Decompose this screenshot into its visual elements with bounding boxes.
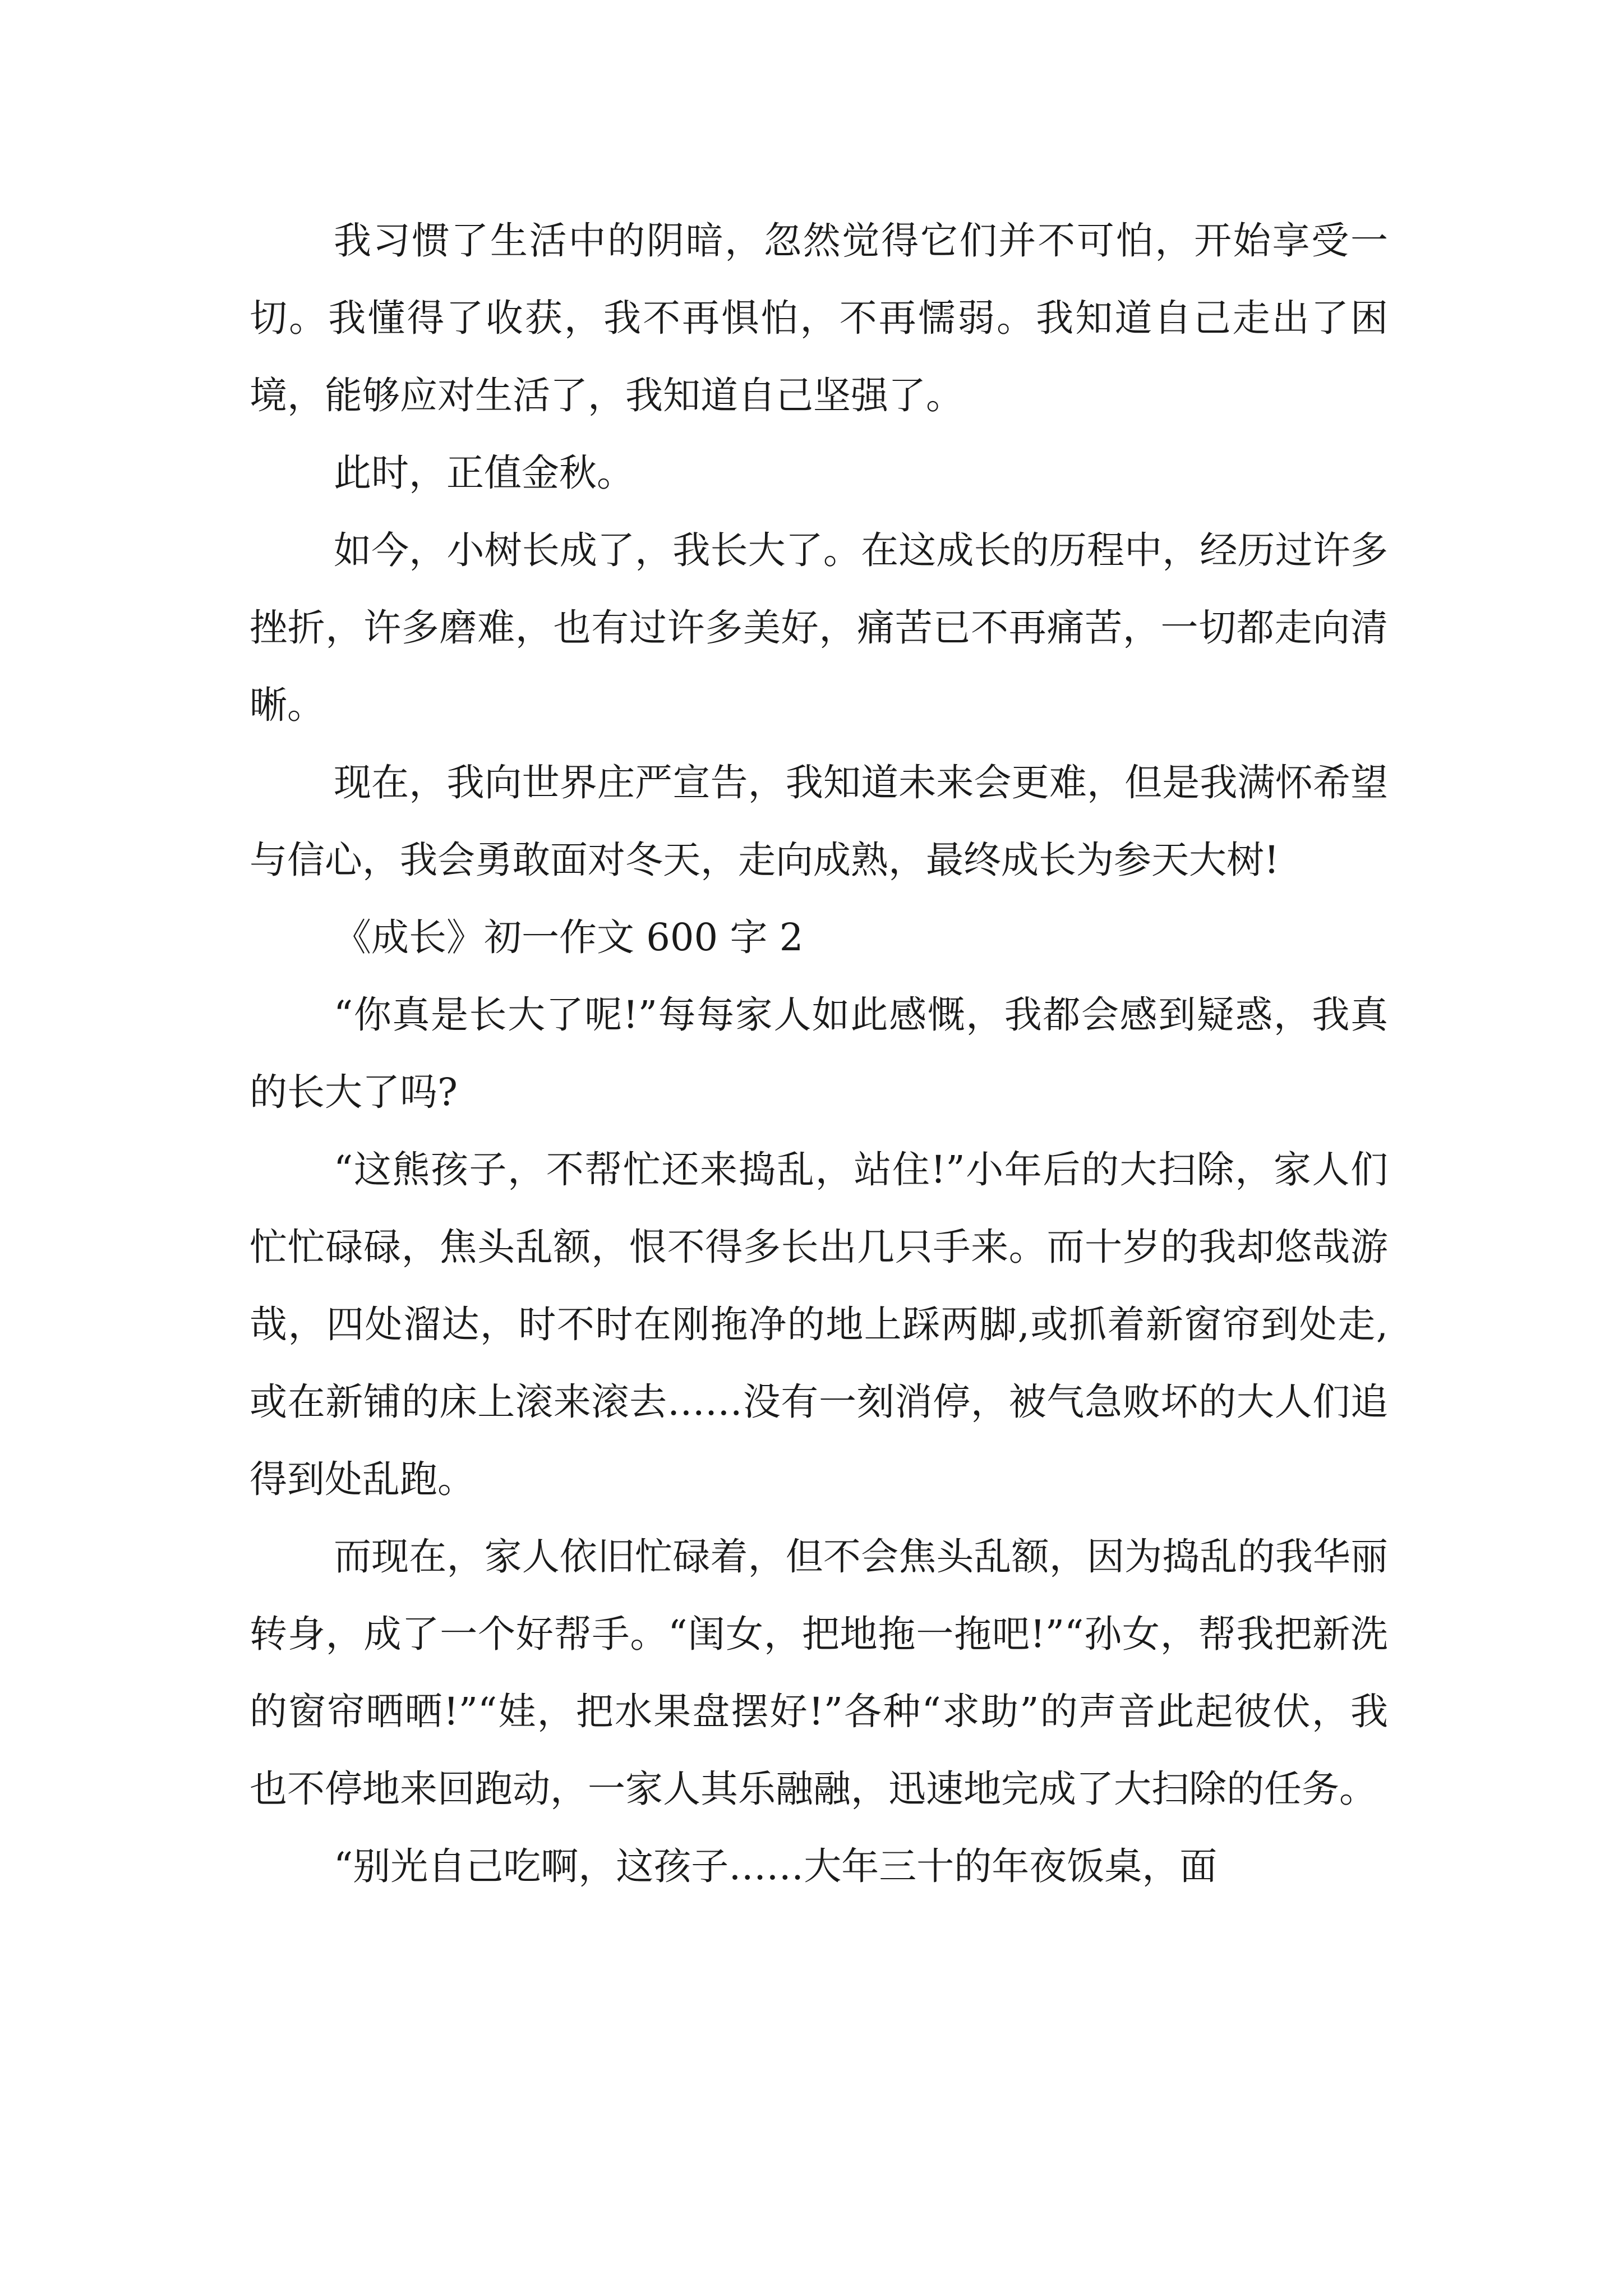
document-body [250, 202, 1388, 1905]
paragraph: “别光自己吃啊，这孩子……大年三十的年夜饭桌，面 [334, 1844, 1218, 1888]
paragraph: 此时，正值金秋。 [334, 451, 634, 495]
paragraph: 我习惯了生活中的阴暗，忽然觉得它们并不可怕，开始享受一切。我懂得了收获，我不再惧怕，不再懦弱。我知道自己走出了困境，能够应对生活了，我知道自己坚强了。 [250, 219, 1388, 417]
paragraph: “这熊孩子，不帮忙还来捣乱，站住!”小年后的大扫除，家人们忙忙碌碌，焦头乱额，恨不得多长出几只手来。而十岁的我却悠哉游哉，四处溜达，时不时在刚拖净的地上踩两脚,或抓着新窗帘到处走,或在新铺的床上滚来滚去……没有一刻消停，被气急败坏的大人们追得到处乱跑。 [250, 1148, 1388, 1501]
paragraph: 而现在，家人依旧忙碌着，但不会焦头乱额，因为捣乱的我华丽转身，成了一个好帮手。“闺女，把地拖一拖吧!”“孙女，帮我把新洗的窗帘晒晒!”“娃，把水果盘摆好!”各种“求助”的声音此起彼伏，我也不停地来回跑动，一家人其乐融融，迅速地完成了大扫除的任务。 [250, 1535, 1388, 1811]
paragraph: 如今，小树长成了，我长大了。在这成长的历程中，经历过许多挫折，许多磨难，也有过许多美好，痛苦已不再痛苦，一切都走向清晰。 [250, 528, 1388, 727]
paragraph: 现在，我向世界庄严宣告，我知道未来会更难，但是我满怀希望与信心，我会勇敢面对冬天，走向成熟，最终成长为参天大树! [250, 761, 1388, 882]
essay-title: 《成长》初一作文 600 字 2 [334, 915, 804, 959]
paragraph: “你真是长大了呢!”每每家人如此感慨，我都会感到疑惑，我真的长大了吗? [250, 993, 1388, 1114]
